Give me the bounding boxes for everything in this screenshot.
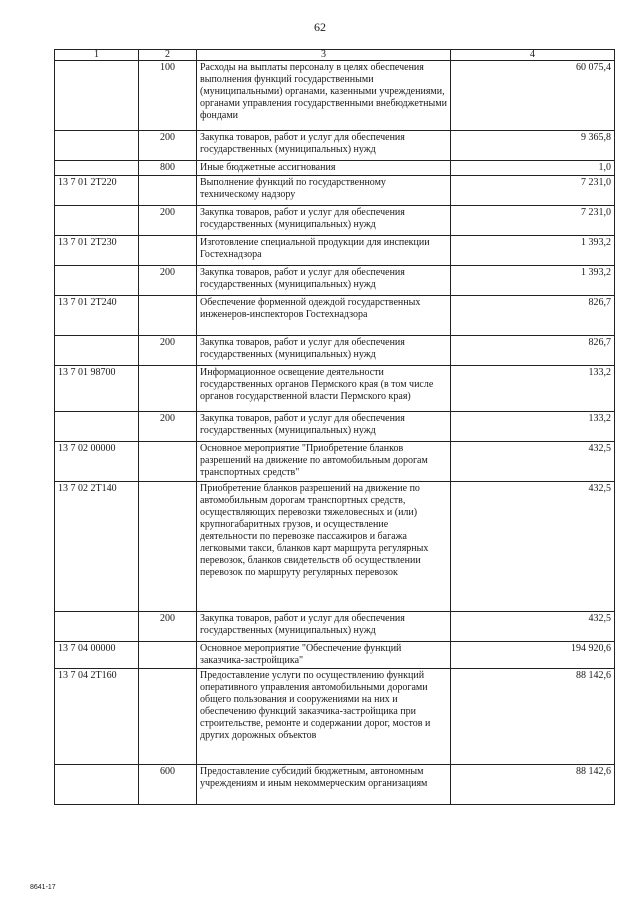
table-row	[55, 669, 615, 765]
row-expense-type	[139, 482, 197, 612]
budget-table	[54, 49, 615, 805]
table-row	[55, 366, 615, 412]
row-description: Предоставление услуги по осуществлению функций оперативного управления автомобильными дорогами общего пользования и сооружениями на них и обеспечению функций заказчика-застройщика при строительстве, ремонте и содержании дорог, мостов и других дорожных объектов	[197, 669, 451, 765]
row-expense-type	[139, 669, 197, 765]
row-description: Закупка товаров, работ и услуг для обеспечения государственных (муниципальных) нужд	[197, 412, 451, 442]
row-expense-type: 200	[139, 131, 197, 161]
table-row	[55, 61, 615, 131]
row-description: Обеспечение форменной одеждой государственных инженеров-инспекторов Гостехнадзора	[197, 296, 451, 336]
row-expense-type: 200	[139, 612, 197, 642]
page-number: 62	[314, 20, 326, 34]
row-amount: 133,2	[451, 366, 615, 412]
table-row	[55, 266, 615, 296]
row-code	[55, 206, 139, 236]
header-col-3: 3	[197, 50, 451, 61]
row-description: Закупка товаров, работ и услуг для обеспечения государственных (муниципальных) нужд	[197, 206, 451, 236]
row-amount: 88 142,6	[451, 765, 615, 805]
table-row	[55, 336, 615, 366]
row-expense-type: 600	[139, 765, 197, 805]
row-description: Предоставление субсидий бюджетным, автономным учреждениям и иным некоммерческим организациям	[197, 765, 451, 805]
table-row	[55, 765, 615, 805]
row-description: Закупка товаров, работ и услуг для обеспечения государственных (муниципальных) нужд	[197, 266, 451, 296]
row-amount: 7 231,0	[451, 206, 615, 236]
table-row	[55, 612, 615, 642]
header-row	[55, 50, 615, 61]
row-code: 13 7 02 2Т140	[55, 482, 139, 612]
row-amount: 826,7	[451, 296, 615, 336]
row-description: Информационное освещение деятельности государственных органов Пермского края (в том числе органов государственной власти Пермского края)	[197, 366, 451, 412]
row-expense-type: 800	[139, 161, 197, 176]
table-body	[55, 61, 615, 805]
row-code	[55, 161, 139, 176]
row-description: Расходы на выплаты персоналу в целях обеспечения выполнения функций государственными (муниципальными) органами, казенными учреждениями, органами управления государственными внебюджетными фондами	[197, 61, 451, 131]
row-expense-type: 200	[139, 336, 197, 366]
row-amount: 432,5	[451, 442, 615, 482]
table-row	[55, 161, 615, 176]
row-code	[55, 266, 139, 296]
row-description: Основное мероприятие "Приобретение бланков разрешений на движение по автомобильным дорогам транспортных средств"	[197, 442, 451, 482]
row-amount: 60 075,4	[451, 61, 615, 131]
row-expense-type	[139, 366, 197, 412]
row-amount: 1 393,2	[451, 266, 615, 296]
table-row	[55, 131, 615, 161]
row-amount: 432,5	[451, 482, 615, 612]
row-amount: 9 365,8	[451, 131, 615, 161]
table-row	[55, 482, 615, 612]
row-code	[55, 412, 139, 442]
row-amount: 7 231,0	[451, 176, 615, 206]
row-code	[55, 131, 139, 161]
row-amount: 1,0	[451, 161, 615, 176]
row-description: Закупка товаров, работ и услуг для обеспечения государственных (муниципальных) нужд	[197, 131, 451, 161]
row-code	[55, 336, 139, 366]
table-row	[55, 176, 615, 206]
row-description: Выполнение функций по государственному техническому надзору	[197, 176, 451, 206]
row-expense-type: 200	[139, 266, 197, 296]
row-description: Закупка товаров, работ и услуг для обеспечения государственных (муниципальных) нужд	[197, 612, 451, 642]
row-amount: 88 142,6	[451, 669, 615, 765]
row-amount: 133,2	[451, 412, 615, 442]
row-description: Изготовление специальной продукции для инспекции Гостехнадзора	[197, 236, 451, 266]
row-expense-type	[139, 176, 197, 206]
header-col-4: 4	[451, 50, 615, 61]
row-code: 13 7 04 2Т160	[55, 669, 139, 765]
row-code: 13 7 04 00000	[55, 642, 139, 669]
row-code	[55, 612, 139, 642]
header-col-1: 1	[55, 50, 139, 61]
row-description: Приобретение бланков разрешений на движение по автомобильным дорогам транспортных средств, осуществляющих перевозки тяжеловесных и (или) крупногабаритных грузов, и осуществление деятельности по перевозке пассажиров и багажа легковыми такси, бланков карт маршрута регулярных перевозок, бланков свидетельств об осуществлении перевозок по маршруту регулярных перевозок	[197, 482, 451, 612]
row-code: 13 7 01 2Т230	[55, 236, 139, 266]
header-col-2: 2	[139, 50, 197, 61]
row-expense-type	[139, 236, 197, 266]
row-expense-type	[139, 442, 197, 482]
row-amount: 826,7	[451, 336, 615, 366]
row-code: 13 7 01 2Т220	[55, 176, 139, 206]
row-amount: 432,5	[451, 612, 615, 642]
table-row	[55, 296, 615, 336]
table-row	[55, 642, 615, 669]
table-row	[55, 236, 615, 266]
row-expense-type: 100	[139, 61, 197, 131]
row-description: Иные бюджетные ассигнования	[197, 161, 451, 176]
row-code: 13 7 01 98700	[55, 366, 139, 412]
row-expense-type: 200	[139, 206, 197, 236]
footer-code: 8641-17	[30, 884, 56, 891]
table-row	[55, 206, 615, 236]
row-expense-type: 200	[139, 412, 197, 442]
row-description: Основное мероприятие "Обеспечение функций заказчика-застройщика"	[197, 642, 451, 669]
row-code	[55, 61, 139, 131]
row-description: Закупка товаров, работ и услуг для обеспечения государственных (муниципальных) нужд	[197, 336, 451, 366]
row-code	[55, 765, 139, 805]
table-row	[55, 412, 615, 442]
row-code: 13 7 01 2Т240	[55, 296, 139, 336]
row-code: 13 7 02 00000	[55, 442, 139, 482]
row-expense-type	[139, 296, 197, 336]
row-amount: 1 393,2	[451, 236, 615, 266]
row-amount: 194 920,6	[451, 642, 615, 669]
row-expense-type	[139, 642, 197, 669]
table-row	[55, 442, 615, 482]
